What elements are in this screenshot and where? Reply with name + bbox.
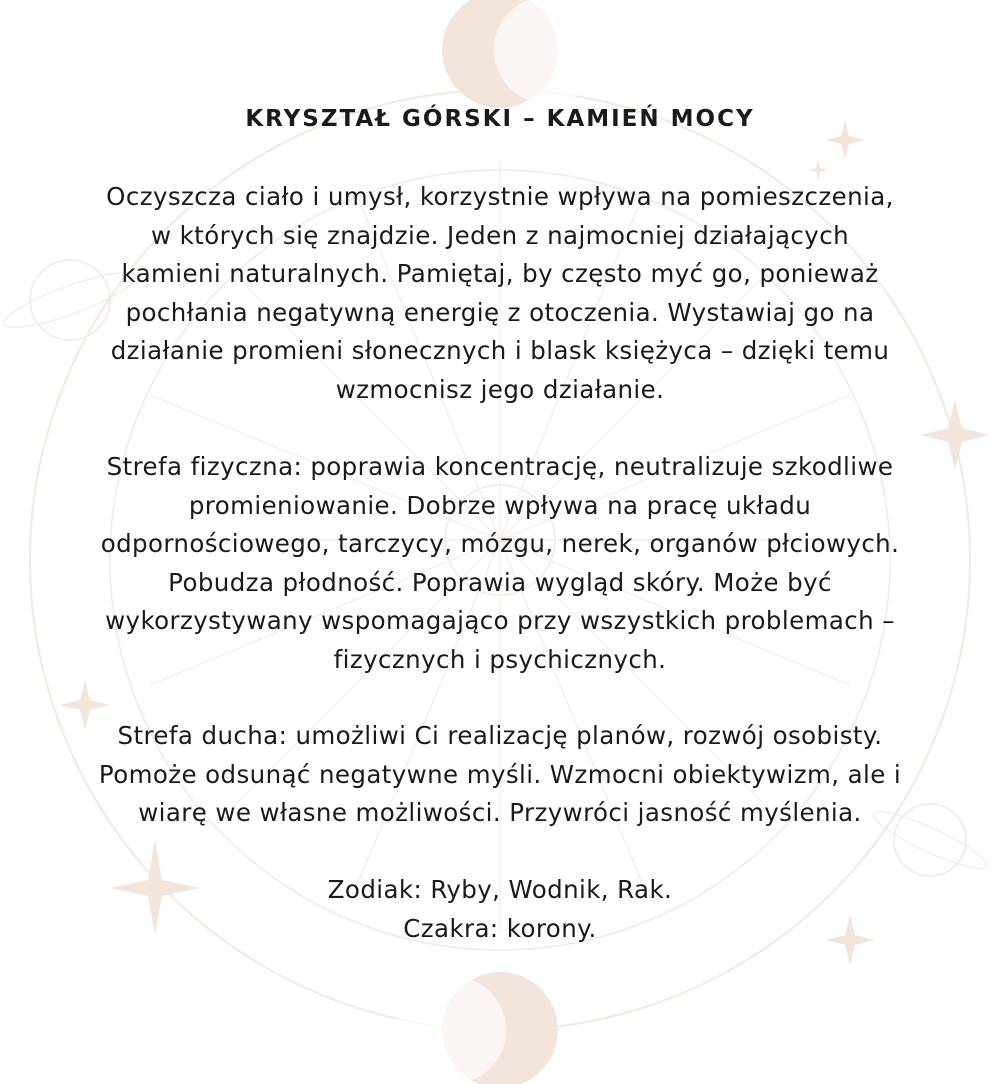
text-line: wiarę we własne możliwości. Przywróci jasność myślenia. (138, 798, 862, 827)
top-moon-icon (442, 0, 602, 108)
sparkle-icon (808, 160, 828, 180)
text-line: odpornościowego, tarczycy, mózgu, nerek, organów płciowych. (100, 529, 900, 558)
text-line: promieniowanie. Dobrze wpływa na pracę układu (188, 490, 812, 520)
text-line: Oczyszcza ciało i umysł, korzystnie wpływa na pomieszczenia, (106, 182, 894, 211)
text-line: fizycznych i psychicznych. (333, 644, 667, 674)
intro-paragraph (20, 178, 980, 409)
text-line: wykorzystywany wspomagająco przy wszystkich problemach – (105, 606, 895, 635)
physical-zone-paragraph (20, 448, 980, 679)
text-line: Strefa fizyczna: poprawia koncentrację, neutralizuje szkodliwe (106, 452, 894, 481)
zodiac-line: Zodiak: Ryby, Wodnik, Rak. (327, 875, 673, 904)
text-line: kamieni naturalnych. Pamiętaj, by często myć go, ponieważ (121, 259, 879, 288)
spirit-zone-paragraph (20, 717, 980, 833)
bottom-moon-icon (398, 972, 558, 1084)
text-line: Pomoże odsunąć negatywne myśli. Wzmocni obiektywizm, ale i (98, 759, 902, 789)
zodiac-chakra-paragraph (20, 871, 980, 948)
chakra-line: Czakra: korony. (403, 913, 597, 943)
document-title: KRYSZTAŁ GÓRSKI – KAMIEŃ MOCY (245, 106, 755, 132)
text-line: w których się znajdzie. Jeden z najmocniej działających (150, 220, 850, 250)
text-line: Strefa ducha: umożliwi Ci realizację planów, rozwój osobisty. (117, 721, 883, 750)
text-line: działanie promieni słonecznych i blask księżyca – dzięki temu (110, 336, 890, 365)
text-line: wzmocnisz jego działanie. (335, 374, 665, 404)
text-line: pochłania negatywną energię z otoczenia. Wystawiaj go na (125, 297, 875, 327)
text-line: Pobudza płodność. Poprawia wygląd skóry. Może być (168, 567, 832, 597)
